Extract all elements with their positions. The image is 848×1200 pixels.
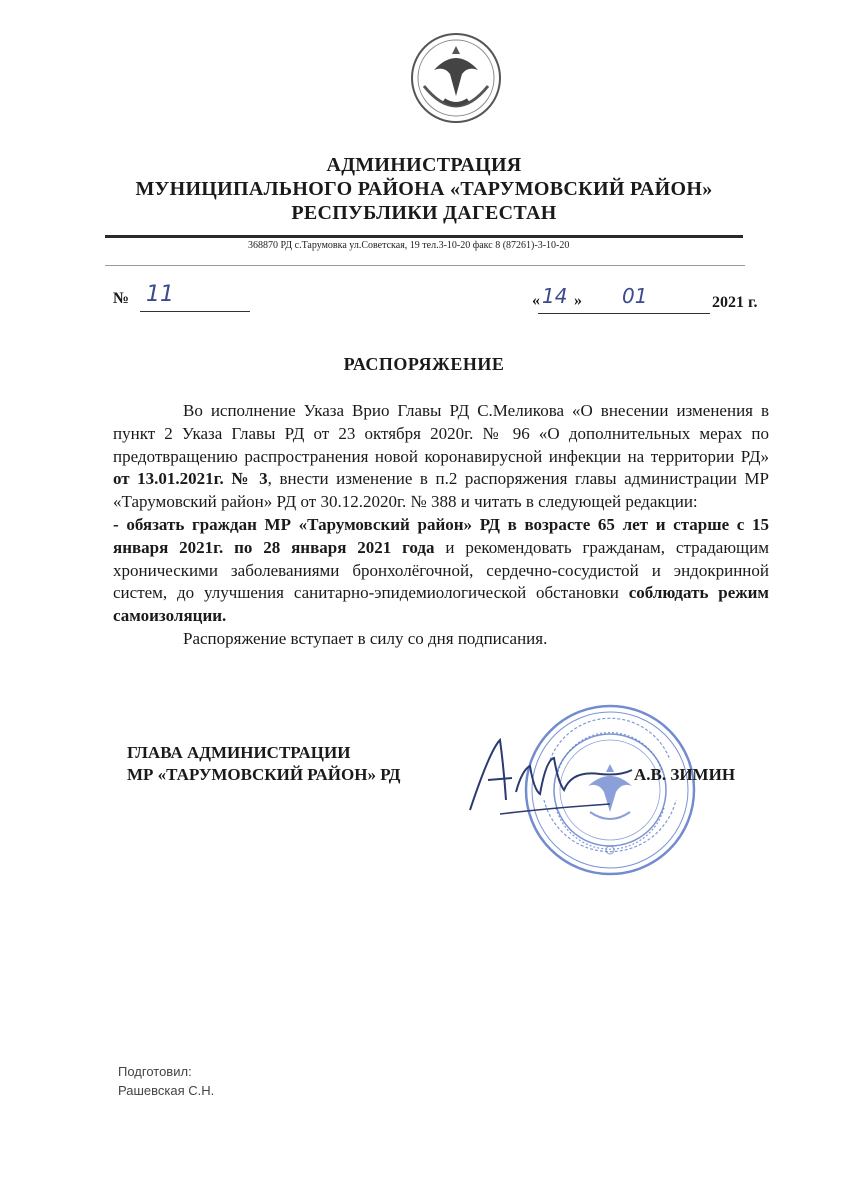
header-line-3: РЕСПУБЛИКИ ДАГЕСТАН: [291, 202, 557, 224]
number-underline: [140, 311, 250, 312]
number-label: №: [113, 290, 130, 307]
date-year: 2021 г.: [712, 294, 758, 311]
signatory-position: [127, 742, 400, 786]
paragraph-2: [113, 514, 769, 628]
address-divider: [105, 265, 745, 266]
signatory-name: А.В. ЗИМИН: [634, 765, 736, 784]
signatory-position-line-1: ГЛАВА АДМИНИСТРАЦИИ: [127, 743, 351, 762]
signatory-position-line-2: МР «ТАРУМОВСКИЙ РАЙОН» РД: [127, 765, 401, 784]
paragraph-1: [113, 400, 769, 514]
paragraph-3: Распоряжение вступает в силу со дня подписания.: [183, 628, 548, 648]
decree-reference: от 13.01.2021г. № 3: [113, 469, 268, 489]
prepared-by-label: Подготовил:: [118, 1064, 192, 1079]
document-body: [113, 400, 769, 651]
number-value: 11: [146, 282, 174, 307]
handwritten-signature: [460, 730, 660, 820]
date-day: 14: [542, 284, 568, 308]
prepared-by: [118, 1062, 214, 1100]
paragraph-1-text-c: , внести изменение в п.2 распоряжения главы администрации МР «Тарумовский район» РД от 30.12.2020г. № 388 и читать в следующей редакции:: [113, 469, 769, 512]
prepared-by-name: Рашевская С.Н.: [118, 1083, 215, 1098]
obligation-text: - обязать граждан МР «Тарумовский район» РД в возрасте 65 лет и старше с 15 января 2021г. по 28 января 2021 года: [113, 514, 769, 557]
paragraph-1-text-a: Во исполнение Указа Врио Главы РД С.Меликова «О внесении изменения в пункт 2 Указа Главы РД от 23 октября 2020г. № 96 «О дополнительных мерах по предотвращению распространения новой коронавирусной инфекции на территории РД»: [113, 401, 769, 466]
document-title: РАСПОРЯЖЕНИЕ: [343, 354, 505, 374]
date-month: 01: [622, 284, 648, 308]
date-underline: [538, 313, 710, 314]
header-line-1: АДМИНИСТРАЦИЯ: [326, 154, 522, 176]
date-close-quote: »: [574, 292, 582, 309]
date-open-quote: «: [532, 292, 540, 309]
address-line: 368870 РД с.Тарумовка ул.Советская, 19 тел.3-10-20 факс 8 (87261)-3-10-20: [248, 240, 570, 251]
header-line-2: МУНИЦИПАЛЬНОГО РАЙОНА «ТАРУМОВСКИЙ РАЙОН»: [135, 178, 713, 200]
recommendation-text: и рекомендовать гражданам, страдающим хроническими заболеваниями бронхолёгочной, сердечно-сосудистой и эндокринной систем, до улучшения санитарно-эпидемиологической обстановки: [113, 537, 769, 603]
self-isolation-text: соблюдать режим самоизоляции.: [113, 583, 769, 626]
coat-of-arms-emblem: [404, 26, 508, 130]
header-divider: [105, 235, 743, 238]
